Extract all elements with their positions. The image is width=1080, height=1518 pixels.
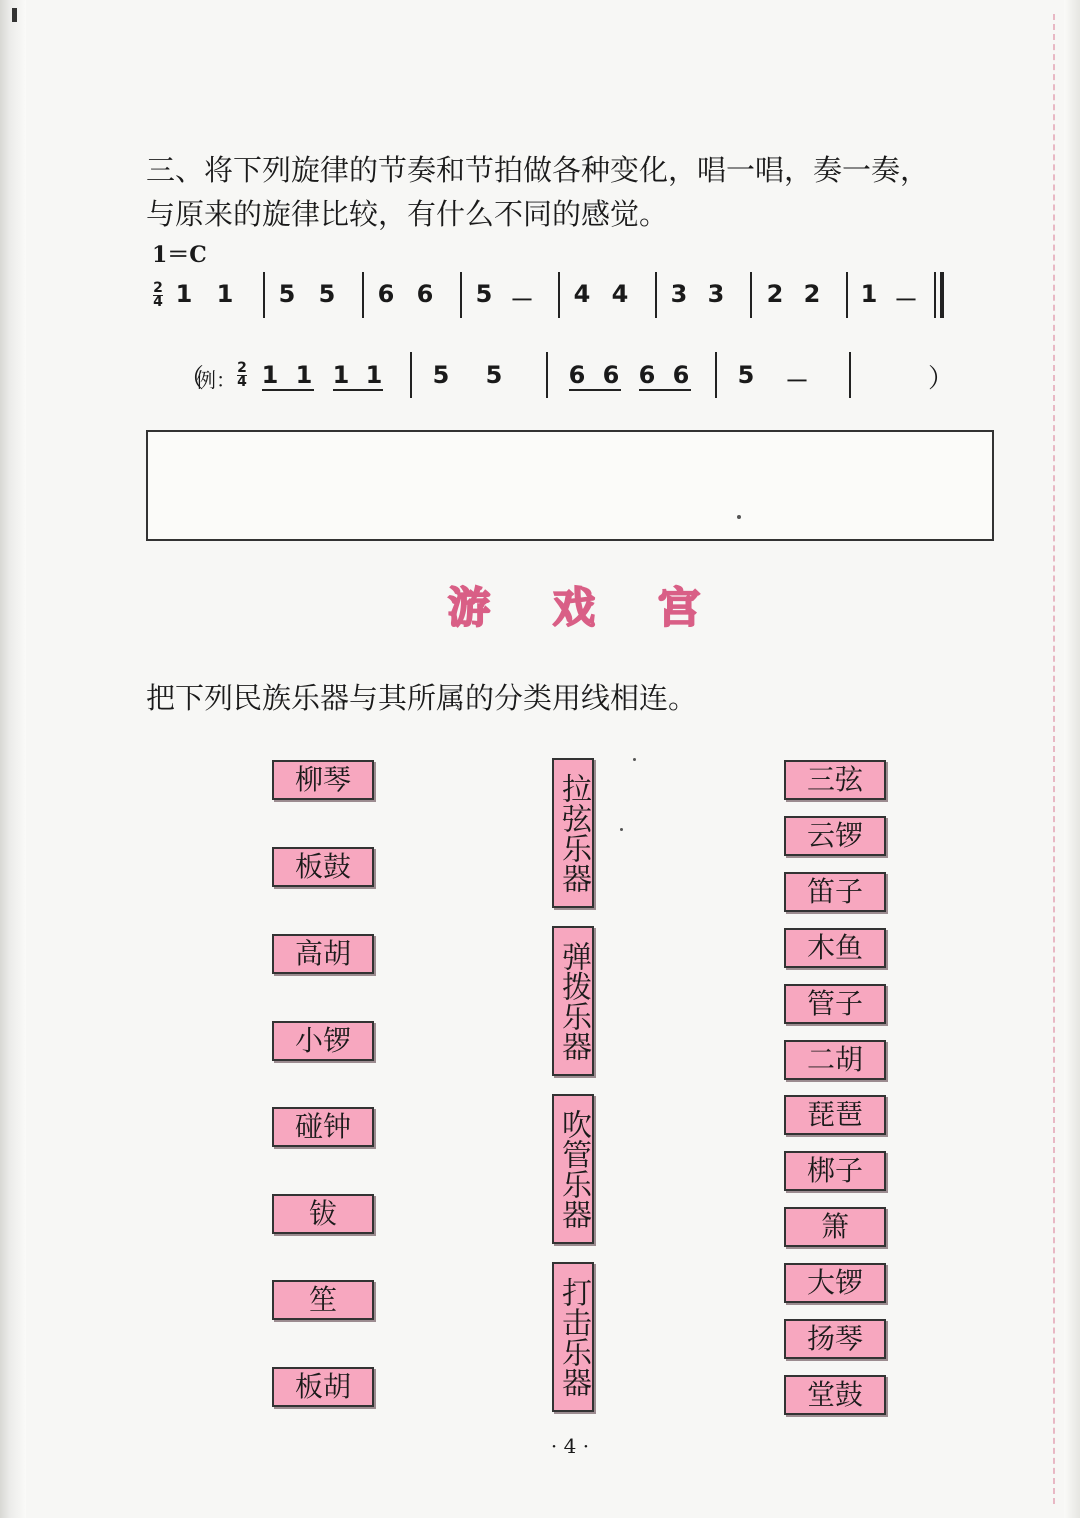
bar-line <box>849 352 851 398</box>
example-note: 6 <box>638 361 656 389</box>
example-ts-bottom: 4 <box>237 374 247 390</box>
time-signature-top: 2 <box>153 280 163 296</box>
category-percussion[interactable] <box>552 1262 594 1412</box>
example-note: － <box>785 367 809 395</box>
bar-line <box>846 272 848 318</box>
category-label: 打击乐器 <box>556 1277 591 1397</box>
final-bar-thin <box>934 272 936 318</box>
instrument-right[interactable]: 琵琶 <box>784 1095 886 1135</box>
instrument-left[interactable]: 高胡 <box>272 934 374 974</box>
category-label: 弹拨乐器 <box>556 941 591 1061</box>
melody-note: 1 <box>216 280 234 308</box>
example-note: 5 <box>432 361 450 389</box>
bar-line <box>410 352 412 398</box>
instrument-right[interactable]: 木鱼 <box>784 928 886 968</box>
instrument-right[interactable]: 管子 <box>784 984 886 1024</box>
instrument-left[interactable]: 笙 <box>272 1280 374 1320</box>
example-close-paren: ） <box>928 364 955 394</box>
instrument-right[interactable]: 二胡 <box>784 1040 886 1080</box>
example-note: 1 <box>295 361 313 389</box>
game-title <box>430 575 720 635</box>
example-open-paren: （ <box>178 364 205 394</box>
instrument-left[interactable]: 板鼓 <box>272 847 374 887</box>
example-note: 5 <box>737 361 755 389</box>
bar-line <box>263 272 265 318</box>
scan-speck <box>737 515 741 519</box>
category-plucked-strings[interactable] <box>552 926 594 1076</box>
melody-note: 3 <box>670 280 688 308</box>
game-title-char: 宫 <box>657 583 702 632</box>
instrument-right[interactable]: 三弦 <box>784 760 886 800</box>
melody-note: 5 <box>278 280 296 308</box>
bar-line <box>655 272 657 318</box>
melody-note: 2 <box>766 280 784 308</box>
bar-line <box>558 272 560 318</box>
final-bar-thick <box>940 272 944 318</box>
example-note: 6 <box>602 361 620 389</box>
instrument-right[interactable]: 梆子 <box>784 1151 886 1191</box>
example-time-signature <box>236 362 248 389</box>
category-label: 吹管乐器 <box>556 1109 591 1229</box>
example-note: 1 <box>332 361 350 389</box>
game-instruction: 把下列民族乐器与其所属的分类用线相连。 <box>146 681 698 715</box>
melody-note: 4 <box>611 280 629 308</box>
category-bowed-strings[interactable] <box>552 758 594 908</box>
beam-underline <box>639 389 691 391</box>
bar-line <box>750 272 752 318</box>
game-title-char: 游 <box>447 583 492 632</box>
bar-line <box>715 352 717 398</box>
category-label: 拉弦乐器 <box>556 773 591 893</box>
key-signature: 1＝C <box>152 242 207 268</box>
bar-line <box>362 272 364 318</box>
category-wind[interactable] <box>552 1094 594 1244</box>
example-note: 1 <box>365 361 383 389</box>
melody-note: 2 <box>803 280 821 308</box>
example-note: 5 <box>485 361 503 389</box>
melody-note: 5 <box>318 280 336 308</box>
score <box>0 0 1080 420</box>
example-label: 例： <box>196 368 236 392</box>
time-signature-bottom: 4 <box>153 294 163 310</box>
melody-note: 1 <box>860 280 878 308</box>
bar-line <box>546 352 548 398</box>
instrument-left[interactable]: 小锣 <box>272 1021 374 1061</box>
page-number: · 4 · <box>550 1434 590 1458</box>
answer-box[interactable] <box>146 430 994 541</box>
melody-note: 4 <box>573 280 591 308</box>
game-title-char: 戏 <box>552 583 597 632</box>
time-signature <box>152 282 164 309</box>
question-3-line-2: 与原来的旋律比较，有什么不同的感觉。 <box>146 197 669 231</box>
instrument-right[interactable]: 扬琴 <box>784 1319 886 1359</box>
instrument-left[interactable]: 板胡 <box>272 1367 374 1407</box>
bar-line <box>460 272 462 318</box>
melody-note: 6 <box>377 280 395 308</box>
example-note: 1 <box>261 361 279 389</box>
instrument-left[interactable]: 柳琴 <box>272 760 374 800</box>
example-note: 6 <box>568 361 586 389</box>
melody-note: 3 <box>707 280 725 308</box>
melody-note: － <box>894 286 918 314</box>
scan-speck <box>620 828 623 831</box>
instrument-right[interactable]: 堂鼓 <box>784 1375 886 1415</box>
melody-note: － <box>510 286 534 314</box>
melody-note: 1 <box>175 280 193 308</box>
question-3-line-1: 三、将下列旋律的节奏和节拍做各种变化，唱一唱，奏一奏， <box>146 153 930 187</box>
melody-note: 5 <box>475 280 493 308</box>
melody-note: 6 <box>416 280 434 308</box>
beam-underline <box>569 389 621 391</box>
instrument-left[interactable]: 钹 <box>272 1194 374 1234</box>
example-note: 6 <box>672 361 690 389</box>
instrument-right[interactable]: 笛子 <box>784 872 886 912</box>
instrument-right[interactable]: 云锣 <box>784 816 886 856</box>
beam-underline <box>262 389 314 391</box>
beam-underline <box>333 389 383 391</box>
instrument-left[interactable]: 碰钟 <box>272 1107 374 1147</box>
example-ts-top: 2 <box>237 360 247 376</box>
instrument-right[interactable]: 大锣 <box>784 1263 886 1303</box>
scan-speck <box>633 758 636 761</box>
instrument-right[interactable]: 箫 <box>784 1207 886 1247</box>
